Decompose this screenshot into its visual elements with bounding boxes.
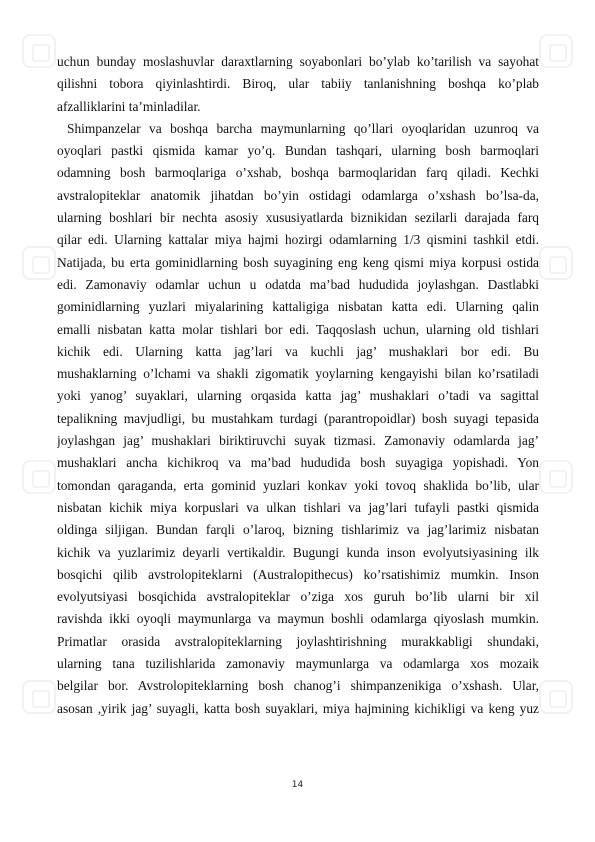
- text-line: nisbatan kichik miya korpuslari va ulkan tishlari va jag’lari tufayli pastki qismida: [57, 499, 539, 515]
- text-line: gominidlarning yuzlari miyalarining kattaligiga nisbatan katta edi. Ularning qalin: [57, 299, 539, 315]
- watermark-icon: [22, 34, 56, 68]
- text-line: qilishni tobora qiyinlashtirdi. Biroq, ular tabiiy tanlanishning boshqa ko’plab: [57, 76, 539, 92]
- text-line: ravishda ikki oyoqli maymunlarga va maymun boshli odamlarga qiyoslash mumkin.: [57, 611, 539, 627]
- text-line: ularning tana tuzilishlarida zamonaviy maymunlarga va odamlarga xos mozaik: [57, 656, 539, 672]
- text-line: evolyutsiyasi bosqichida avstralopiteklar o’ziga xos guruh bo’lib ularni bir xil: [57, 589, 539, 605]
- page-number: 14: [291, 780, 304, 790]
- watermark-icon: [539, 246, 573, 280]
- text-line: Primatlar orasida avstralopiteklarning joylashtirishning murakkabligi shundaki,: [57, 633, 539, 649]
- watermark-icon: [22, 680, 56, 714]
- text-line: bosqichi qilib avstrolopiteklarni (Australopithecus) ko’rsatishimiz mumkin. Inson: [57, 566, 539, 582]
- text-line: avstralopiteklar anatomik jihatdan bo’yin ostidagi odamlarga o’xshash bo’lsa-da,: [57, 187, 539, 203]
- text-line: emalli nisbatan katta molar tishlari bor edi. Taqqoslash uchun, ularning old tishlari: [57, 321, 539, 337]
- watermark-icon: [539, 680, 573, 714]
- text-line: oyoqlari pastki qismida kamar yo’q. Bundan tashqari, ularning bosh barmoqlari: [57, 143, 539, 159]
- text-line: Shimpanzelar va boshqa barcha maymunlarning qo’llari oyoqlaridan uzunroq va: [67, 120, 539, 136]
- text-line: yoki yanog’ suyaklari, ularning orqasida katta jag’ mushaklari o’tadi va sagittal: [57, 388, 539, 404]
- text-line: afzalliklarini ta’minladilar.: [57, 98, 201, 114]
- text-line: joylashgan jag’ mushaklari biriktiruvchi suyak tizmasi. Zamonaviy odamlarda jag’: [57, 433, 539, 449]
- text-line: kichik edi. Ularning katta jag’lari va kuchli jag’ mushaklari bor edi. Bu: [57, 343, 539, 359]
- text-line: ularning boshlari bir nechta asosiy xususiyatlarda biznikidan sezilarli darajada farq: [57, 210, 539, 226]
- text-line: odamning bosh barmoqlariga o’xshab, boshqa barmoqlaridan farq qiladi. Kechki: [57, 165, 539, 181]
- text-line: oldinga siljigan. Bundan farqli o’laroq, bizning tishlarimiz va jag’larimiz nisbatan: [57, 522, 539, 538]
- watermark-icon: [22, 460, 56, 494]
- text-line: tepalikning mavjudligi, bu mustahkam turdagi (parantropoidlar) bosh suyagi tepasida: [57, 410, 539, 426]
- text-line: mushaklari ancha kichikroq va ma’bad hududida bosh suyagiga yopishadi. Yon: [57, 455, 539, 471]
- text-line: uchun bunday moslashuvlar daraxtlarning soyabonlari bo’ylab ko’tarilish va sayohat: [57, 54, 539, 69]
- text-line: tomondan qaraganda, erta gominid yuzlari konkav yoki tovoq shaklida bo’lib, ular: [57, 477, 539, 493]
- text-line: belgilar bor. Avstrolopiteklarning bosh chanog’i shimpanzenikiga o’xshash. Ular,: [57, 678, 539, 694]
- watermark-icon: [539, 460, 573, 494]
- text-line: qilar edi. Ularning kattalar miya hajmi hozirgi odamlarning 1/3 qismini tashkil etdi.: [57, 232, 539, 248]
- watermark-icon: [22, 246, 56, 280]
- text-line: kichik va yuzlarimiz deyarli vertikaldir. Bugungi kunda inson evolyutsiyasining ilk: [57, 544, 539, 560]
- text-line: mushaklarning o’lchami va shakli zigomatik yoylarning kengayishi bilan ko’rsatiladi: [57, 366, 539, 382]
- body-text: [57, 51, 539, 720]
- text-line: edi. Zamonaviy odamlar uchun u odatda ma’bad hududida joylashgan. Dastlabki: [57, 276, 539, 292]
- watermark-icon: [539, 34, 573, 68]
- text-line: asosan ,yirik jag’ suyagli, katta bosh suyaklari, miya hajmining kichikligi va keng yuz: [57, 700, 539, 716]
- text-line: Natijada, bu erta gominidlarning bosh suyagining eng keng qismi miya korpusi ostida: [57, 254, 539, 270]
